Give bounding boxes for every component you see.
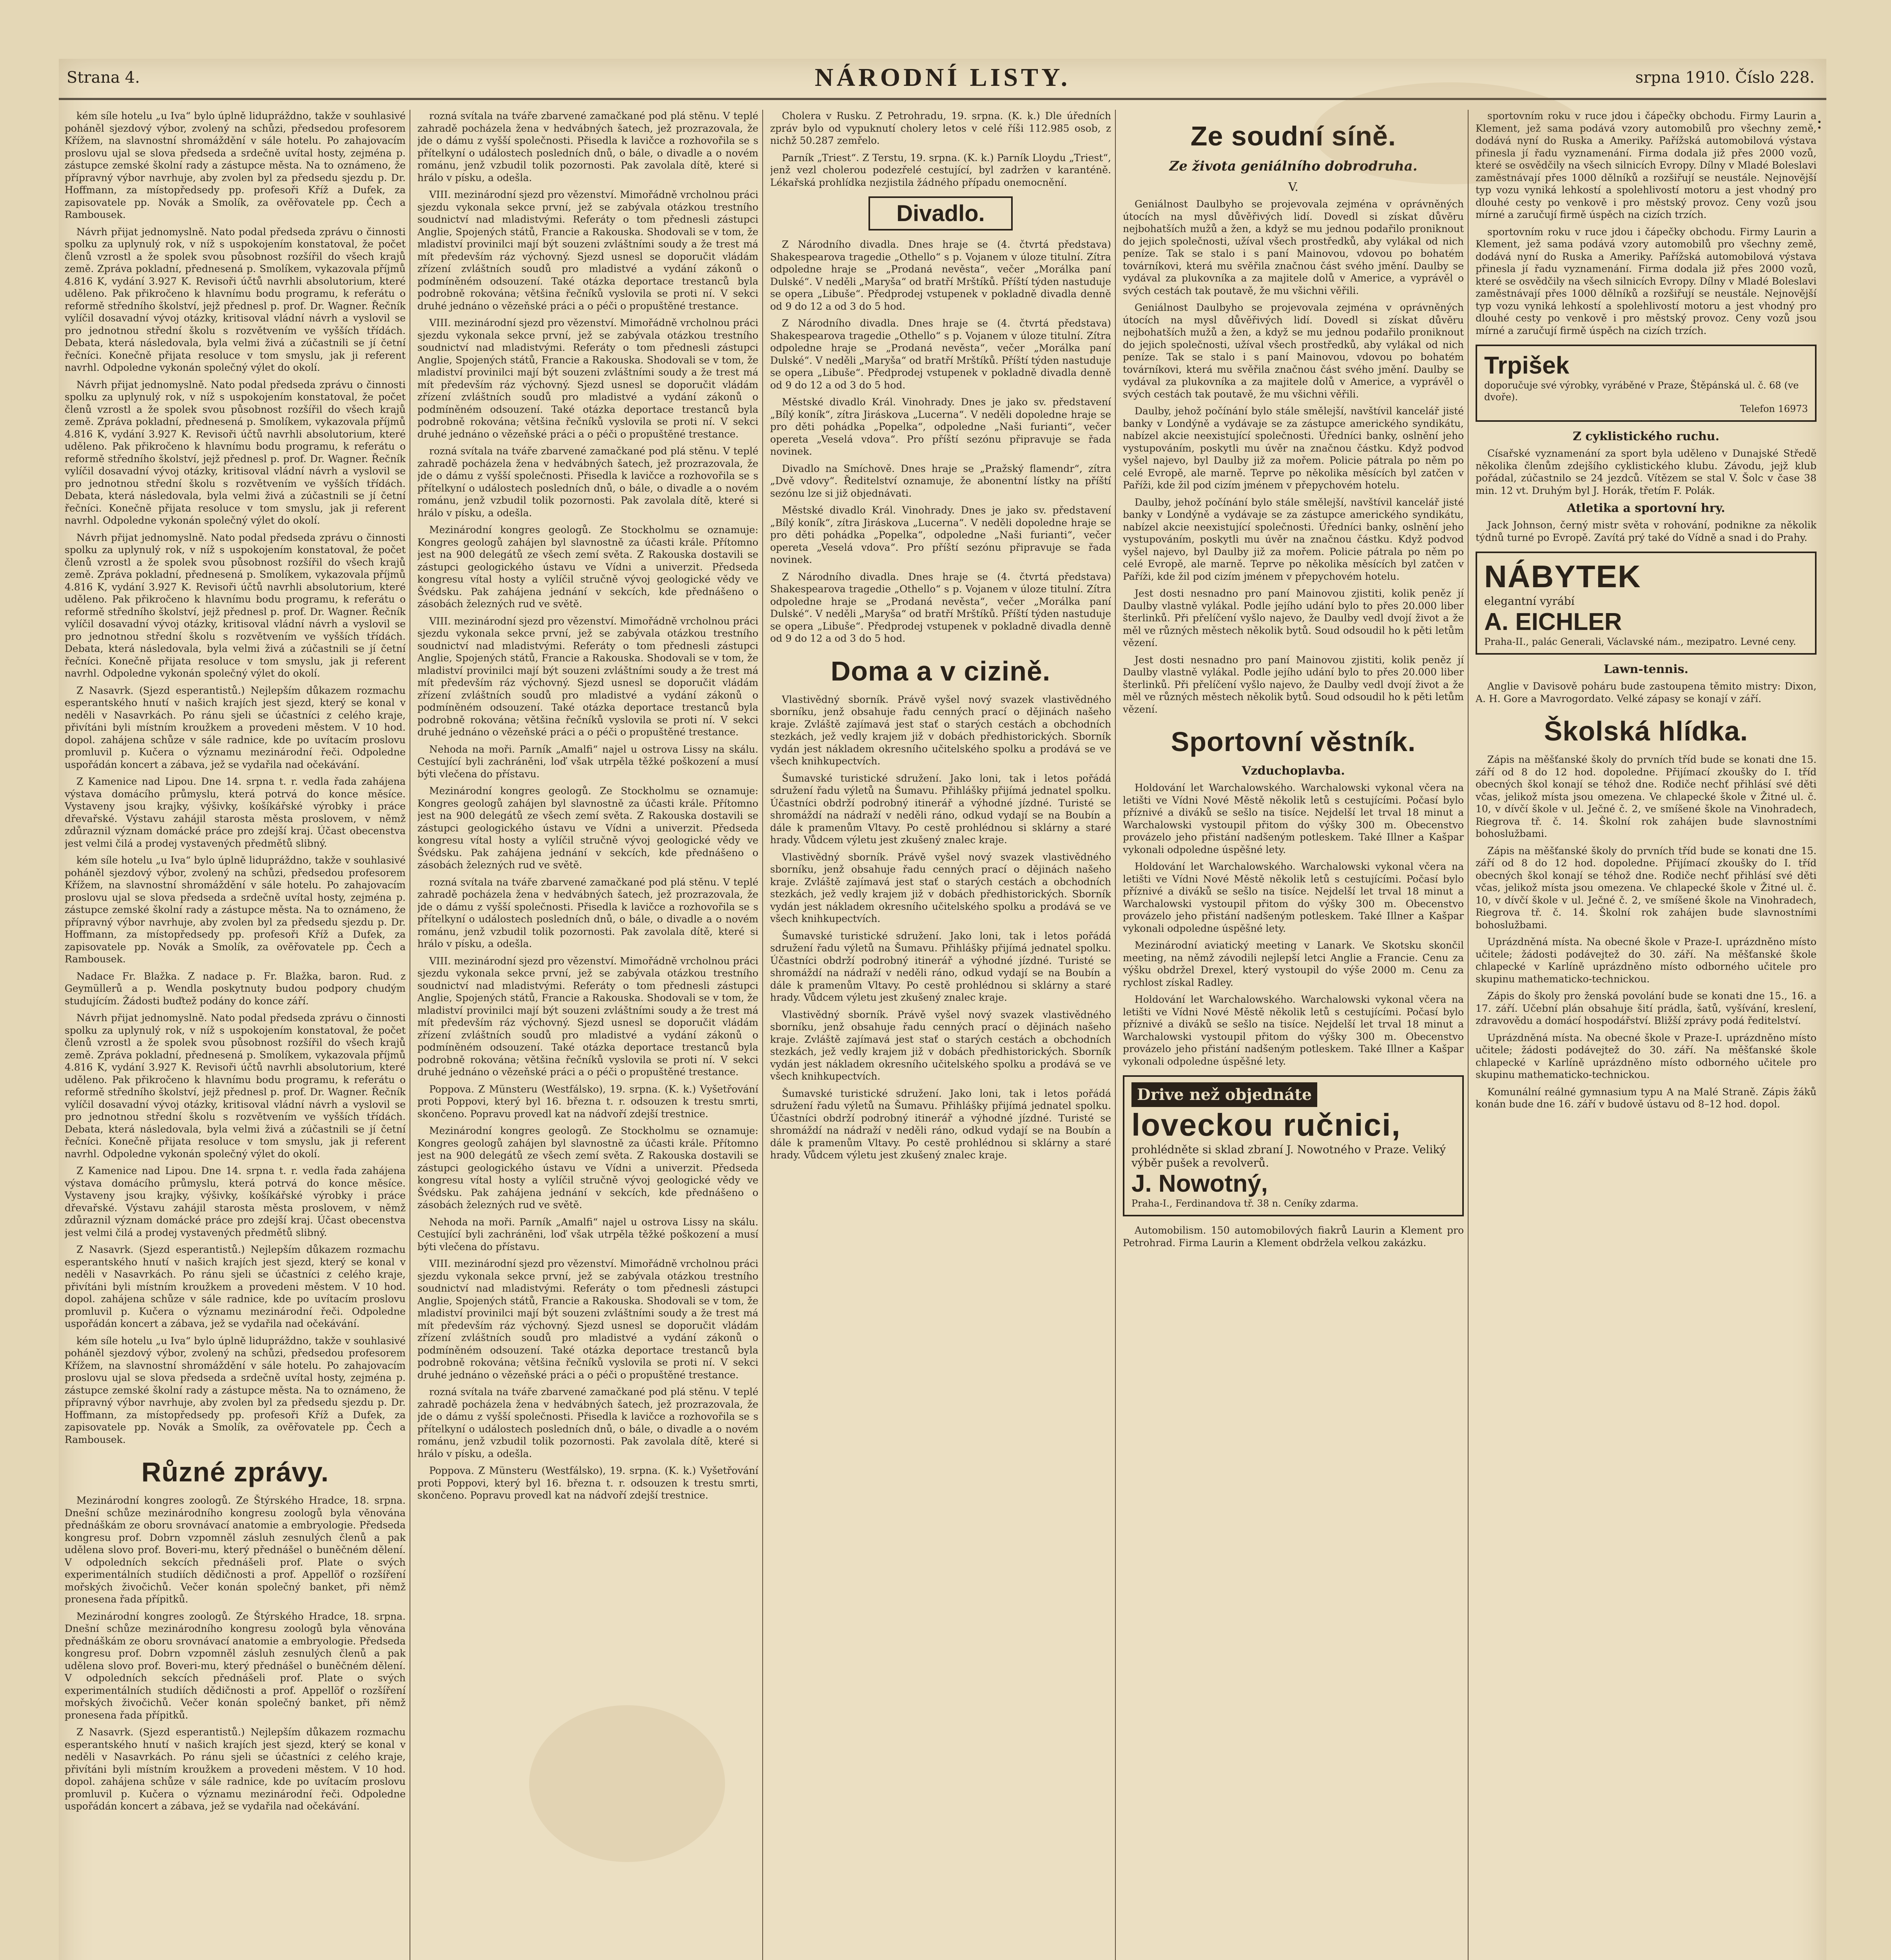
article-text: Daulby, jehož počínání bylo stále smělejší, navštívil kancelář jisté banky v Londýně a vydávaje se za zástupce amerického syndikátu, nabízel akcie neexistující společnosti. Úředníci banky, oslnění jeho vystupováním, poskytli mu úvěr na značnou částku. Když podvod vyšel najevo, byl Daulby již za mořem. Policie pátrala po něm po celé Evropě, ale marně. Teprve po několika měsících byl zatčen v Paříži, kde žil pod cizím jménem v přepychovém hotelu. [1123,405,1464,491]
column-4 [1123,110,1464,1960]
ad-firm: J. Nowotný, [1131,1170,1268,1197]
article-text: Mezinárodní kongres zoologů. Ze Štýrského Hradce, 18. srpna. Dnešní schůze mezinárodního kongresu zoologů byla věnována přednáškám ze oboru srovnávací anatomie a embryologie. Předseda kongresu prof. Dobrn vzpomněl zásluh zesnulých členů a pak udělena slovo prof. Boveri-mu, který přednášel o buněčném dělení. V odpoledních sekcích přednášeli prof. Plate o svých experimentálních studiích dědičnosti a prof. Appellöf o rozšíření mořských živočichů. Večer konán společný banket, při němž pronesena řada přípitků. [65,1610,406,1721]
article-text: Z Národního divadla. Dnes hraje se (4. čtvrtá představa) Shakespearova tragedie „Othello“ s p. Vojanem v úloze titulní. Zítra odpoledne hraje se „Prodaná nevěsta“, večer „Morálka paní Dulské“. V neděli „Maryša“ od bratří Mrštíků. Příští týden nastuduje se opera „Libuše“. Předprodej vstupenek v pokladně divadla denně od 9 do 12 a od 3 do 5 hod. [770,571,1111,644]
article-text: Nadace Fr. Blažka. Z nadace p. Fr. Blažka, baron. Rud. z Geymüllerů a p. Wendla poskytnuty budou podpory chudým studujícím. Žádosti buďtež podány do konce září. [65,970,406,1007]
column-2 [417,110,758,1960]
article-text: Mezinárodní kongres geologů. Ze Stockholmu se oznamuje: Kongres geologů zahájen byl slavnostně za účasti krále. Přítomno jest na 900 delegátů ze všech zemí světa. Z Rakouska dostavili se zástupci geologického ústavu ve Vídni a univerzit. Předseda kongresu vítal hosty a vylíčil stručně vývoj geologické vědy ve Švédsku. Pak zahájena jednání v sekcích, kde přednášeno o zásobách železných rud ve světě. [417,1125,758,1210]
page-number: Strana 4. [67,69,140,87]
gun-advertisement [1123,1075,1464,1216]
article-text: Vlastivědný sborník. Právě vyšel nový svazek vlastivědného sborníku, jenž obsahuje řadu cenných prací o dějinách našeho kraje. Zvláště zajímavá jest stať o starých cestách a obchodních stezkách, jež vedly krajem již v dobách předhistorických. Sborník vydán jest nákladem okresního učitelského spolku a prodává se ve všech knihkupectvích. [770,1009,1111,1082]
article-text: Návrh přijat jednomyslně. Nato podal předseda zprávu o činnosti spolku za uplynulý rok, v níž s uspokojením konstatoval, že počet členů vzrostl a že spolek svou působnost rozšířil do všech krajů země. Zpráva pokladní, přednesená p. Smolíkem, vykazovala příjmů 4.816 K, vydání 3.927 K. Revisoři účtů navrhli absolutorium, které uděleno. Pak přikročeno k hlavnímu bodu programu, k referátu o reformě středního školství, jejž přednesl p. prof. Dr. Wagner. Řečník vylíčil dosavadní vývoj otázky, kritisoval vládní návrh a vyslovil se pro jednotnou střední školu s rozvětvením ve vyšších třídách. Debata, která následovala, byla velmi živá a zúčastnili se jí četní řečníci. Konečně přijata resoluce v tom smyslu, jak ji referent navrhl. Odpoledne vykonán společný výlet do okolí. [65,226,406,373]
article-text: Návrh přijat jednomyslně. Nato podal předseda zprávu o činnosti spolku za uplynulý rok, v níž s uspokojením konstatoval, že počet členů vzrostl a že spolek svou působnost rozšířil do všech krajů země. Zpráva pokladní, přednesená p. Smolíkem, vykazovala příjmů 4.816 K, vydání 3.927 K. Revisoři účtů navrhli absolutorium, které uděleno. Pak přikročeno k hlavnímu bodu programu, k referátu o reformě středního školství, jejž přednesl p. prof. Dr. Wagner. Řečník vylíčil dosavadní vývoj otázky, kritisoval vládní návrh a vyslovil se pro jednotnou střední školu s rozvětvením ve vyšších třídách. Debata, která následovala, byla velmi živá a zúčastnili se jí četní řečníci. Konečně přijata resoluce v tom smyslu, jak ji referent navrhl. Odpoledne vykonán společný výlet do okolí. [65,532,406,679]
article-text: Holdování let Warchalowského. Warchalowski vykonal včera na letišti ve Vídni Nové Městě několik letů s cestujícími. Počasí bylo příznivé a diváků se sešlo na tisíce. Nejdelší let trval 18 minut a Warchalowski vystoupil přitom do výšky 300 m. Obecenstvo provázelo jeho přistání nadšeným potleskem. Také Illner a Kašpar vykonali odpoledne úspěšné lety. [1123,861,1464,934]
section-title: Různé zprávy. [141,1457,329,1487]
page-header [59,59,1826,100]
article-text: rozná svítala na tváře zbarvené zamačkané pod plá stěnu. V teplé zahradě pocházela žena v hedvábných šatech, jež prozrazovala, že jde o dámu z vyšší společnosti. Přisedla k lavičce a rozhovořila se s přítelkyní o událostech posledních dnů, o bále, o divadle a o novém románu, jenž vzbudil tolik pozornosti. Pak zavolala dítě, které si hrálo v písku, a odešla. [417,876,758,949]
article-text: Z Kamenice nad Lipou. Dne 14. srpna t. r. vedla řada zahájena výstava domácího průmyslu, která potrvá do konce měsíce. Vystaveny jsou krajky, výšivky, košíkářské výrobky i práce dřevařské. Výstavu zahájil starosta města proslovem, v němž zdůraznil význam domácké práce pro zdejší kraj. Účast obecenstva jest velmi čilá a prodej vystavených předmětů slibný. [65,776,406,849]
article-text: Nehoda na moři. Parník „Amalfi“ najel u ostrova Lissy na skálu. Cestující byli zachráněni, loď však utrpěla těžké poškození a musí býti vlečena do přístavu. [417,1216,758,1252]
ad-address: Praha-II., palác Generali, Václavské nám., mezipatro. Levné ceny. [1484,636,1796,647]
article-text: Mezinárodní kongres geologů. Ze Stockholmu se oznamuje: Kongres geologů zahájen byl slavnostně za účasti krále. Přítomno jest na 900 delegátů ze všech zemí světa. Z Rakouska dostavili se zástupci geologického ústavu ve Vídni a univerzit. Předseda kongresu vítal hosty a vylíčil stručně vývoj geologické vědy ve Švédsku. Pak zahájena jednání v sekcích, kde přednášeno o zásobách železných rud ve světě. [417,785,758,871]
article-text: VIII. mezinárodní sjezd pro vězenství. Mimořádně vrcholnou práci sjezdu vykonala sekce první, jež se zabývala otázkou trestního soudnictví nad mladistvými. Referáty o tom přednesli zástupci Anglie, Spojených států, Francie a Rakouska. Shodovali se v tom, že mladiství provinilci mají být souzeni zvláštními soudy a že trest má mít především ráz výchovný. Sjezd usnesl se doporučit vládám zřízení zvláštních soudů pro mladistvé a vydání zákonů o podmíněném odsouzení. Také otázka deportace trestanců byla podrobně rokována; většina řečníků vyslovila se proti ní. V sekci druhé jednáno o vězeňské práci a o péči o propuštěné trestance. [417,615,758,738]
article-text: kém síle hotelu „u Iva“ bylo úplně lidupráždno, takže v souhlasivé poháněl sjezdový výbor, zvolený na schůzi, předsedou profesorem Křížem, na slavnostní shromáždění v sále hotelu. Po zahajovacím proslovu ujal se slova předseda a srdečně uvítal hosty, zejména p. zástupce zemské školní rady a zástupce města. Na to oznámeno, že přípravný výbor navrhuje, aby zvolen byl za předsedu sjezdu p. Dr. Hoffmann, za místopředsedy pp. profesoři Kříž a Dufek, za zapisovatele pp. Novák a Smolík, za ověřovatele pp. Čech a Rambousek. [65,1335,406,1445]
article-text: VIII. mezinárodní sjezd pro vězenství. Mimořádně vrcholnou práci sjezdu vykonala sekce první, jež se zabývala otázkou trestního soudnictví nad mladistvými. Referáty o tom přednesli zástupci Anglie, Spojených států, Francie a Rakouska. Shodovali se v tom, že mladiství provinilci mají být souzeni zvláštními soudy a že trest má mít především ráz výchovný. Sjezd usnesl se doporučit vládám zřízení zvláštních soudů pro mladistvé a vydání zákonů o podmíněném odsouzení. Také otázka deportace trestanců byla podrobně rokována; většina řečníků vyslovila se proti ní. V sekci druhé jednáno o vězeňské práci a o péči o propuštěné trestance. [417,1258,758,1381]
column-3 [770,110,1111,1960]
article-text: Šumavské turistické sdružení. Jako loni, tak i letos pořádá sdružení řadu výletů na Šumavu. Přihlášky přijímá jednatel spolku. Účastníci obdrží podrobný itinerář a výhodné jízdné. Turisté se shromáždí na nádraží v neděli ráno, odkud vydají se na Boubín a dále k pramenům Vltavy. Po cestě prohlédnou si sklárny a staré hrady. Vůdcem výletu jest zkušený znalec kraje. [770,772,1111,846]
ad-firm: A. EICHLER [1484,608,1622,635]
article-text: Mezinárodní kongres zoologů. Ze Štýrského Hradce, 18. srpna. Dnešní schůze mezinárodního kongresu zoologů byla věnována přednáškám ze oboru srovnávací anatomie a embryologie. Předseda kongresu prof. Dobrn vzpomněl zásluh zesnulých členů a pak udělena slovo prof. Boveri-mu, který přednášel o buněčném dělení. V odpoledních sekcích přednášeli prof. Plate o svých experimentálních studiích dědičnosti a prof. Appellöf o rozšíření mořských živočichů. Večer konán společný banket, při němž pronesena řada přípitků. [65,1495,406,1605]
ad-text: prohlédněte si sklad zbraní J. Nowotného v Praze. Veliký výběr pušek a revolverů. [1131,1143,1446,1169]
subsection-heading: Atletika a sportovní hry. [1567,501,1725,515]
article-text: Jack Johnson, černý mistr světa v rohování, podnikne za několik týdnů turné po Evropě. Zavítá prý také do Vídně a snad i do Prahy. [1476,519,1817,543]
article-text: kém síle hotelu „u Iva“ bylo úplně lidupráždno, takže v souhlasivé poháněl sjezdový výbor, zvolený na schůzi, předsedou profesorem Křížem, na slavnostní shromáždění v sále hotelu. Po zahajovacím proslovu ujal se slova předseda a srdečně uvítal hosty, zejména p. zástupce zemské školní rady a zástupce města. Na to oznámeno, že přípravný výbor navrhuje, aby zvolen byl za předsedu sjezdu p. Dr. Hoffmann, za místopředsedy pp. profesoři Kříž a Dufek, za zapisovatele pp. Novák a Smolík, za ověřovatele pp. Čech a Rambousek. [65,855,406,965]
article-text: Holdování let Warchalowského. Warchalowski vykonal včera na letišti ve Vídni Nové Městě několik letů s cestujícími. Počasí bylo příznivé a diváků se sešlo na tisíce. Nejdelší let trval 18 minut a Warchalowski vystoupil přitom do výšky 300 m. Obecenstvo provázelo jeho přistání nadšeným potleskem. Také Illner a Kašpar vykonali odpoledne úspěšné lety. [1123,782,1464,855]
article-text: Šumavské turistické sdružení. Jako loni, tak i letos pořádá sdružení řadu výletů na Šumavu. Přihlášky přijímá jednatel spolku. Účastníci obdrží podrobný itinerář a výhodné jízdné. Turisté se shromáždí na nádraží v neděli ráno, odkud vydají se na Boubín a dále k pramenům Vltavy. Po cestě prohlédnou si sklárny a staré hrady. Vůdcem výletu jest zkušený znalec kraje. [770,1087,1111,1161]
article-text: Nehoda na moři. Parník „Amalfi“ najel u ostrova Lissy na skálu. Cestující byli zachráněni, loď však utrpěla těžké poškození a musí býti vlečena do přístavu. [417,743,758,780]
article-text: Holdování let Warchalowského. Warchalowski vykonal včera na letišti ve Vídni Nové Městě několik letů s cestujícími. Počasí bylo příznivé a diváků se sešlo na tisíce. Nejdelší let trval 18 minut a Warchalowski vystoupil přitom do výšky 300 m. Obecenstvo provázelo jeho přistání nadšeným potleskem. Také Illner a Kašpar vykonali odpoledne úspěšné lety. [1123,994,1464,1067]
paper-stain [529,1705,725,1862]
article-text: Zápis na měšťanské školy do prvních tříd bude se konati dne 15. září od 8 do 12 hod. dopoledne. Přijímací zkoušky do I. tříd obecných škol konají se téhož dne. Rodiče nechť přihlásí své děti včas, jelikož místa jsou omezena. Ve chlapecké škole v Žitné ul. č. 10, v dívčí škole v ul. Ječné č. 2, ve smíšené škole na Vinohradech, Riegrova tř. č. 14. Školní rok zahájen bude slavnostními bohoslužbami. [1476,845,1817,931]
subsection-heading: Z cyklistického ruchu. [1572,430,1720,443]
article-text: Z Nasavrk. (Sjezd esperantistů.) Nejlepším důkazem rozmachu esperantského hnutí v našich krajích jest sjezd, který se konal v neděli v Nasavrkách. Po ránu sjeli se účastníci z celého kraje, přivítáni byli místním kroužkem a provedeni městem. V 10 hod. dopol. zahájena schůze v sále radnice, kde po uvítacím proslovu promluvil p. Kučera o významu mezinárodní řeči. Odpoledne uspořádán koncert a zábava, jež se vydařila nad očekávání. [65,1244,406,1329]
article-text: Z Kamenice nad Lipou. Dne 14. srpna t. r. vedla řada zahájena výstava domácího průmyslu, která potrvá do konce měsíce. Vystaveny jsou krajky, výšivky, košíkářské výrobky i práce dřevařské. Výstavu zahájil starosta města proslovem, v němž zdůraznil význam domácké práce pro zdejší kraj. Účast obecenstva jest velmi čilá a prodej vystavených předmětů slibný. [65,1165,406,1238]
article-text: Poppova. Z Münsteru (Westfálsko), 19. srpna. (K. k.) Vyšetřování proti Poppovi, který byl 16. března t. r. odsouzen k trestu smrti, skončeno. Popravu provedl kat na nádvoří zdejší trestnice. [417,1083,758,1120]
section-title: Doma a v cizině. [830,655,1051,686]
article-text: Parník „Triest“. Z Terstu, 19. srpna. (K. k.) Parník Lloydu „Triest“, jenž vezl cholerou podezřelé cestující, byl zadržen v karanténě. Lékařská prohlídka nezjistila žádného případu onemocnění. [770,152,1111,188]
article-text: Vlastivědný sborník. Právě vyšel nový svazek vlastivědného sborníku, jenž obsahuje řadu cenných prací o dějinách našeho kraje. Zvláště zajímavá jest stať o starých cestách a obchodních stezkách, jež vedly krajem již v dobách předhistorických. Sborník vydán jest nákladem okresního učitelského spolku a prodává se ve všech knihkupectvích. [770,851,1111,924]
subsection-heading: Vzduchoplavba. [1242,764,1345,778]
article-text: Geniálnost Daulbyho se projevovala zejména v oprávněných útocích na mysl důvěřivých lidí. Dovedl si získat důvěru nejbohatších mužů a žen, a když se mu jednou podařilo proniknout do jejich společnosti, užíval všech prostředků, aby vylákal od nich peníze. Tak se stalo i s paní Mainovou, vdovou po bohatém továrníkovi, která mu svěřila značnou část svého jmění. Daulby se vydával za plukovníka a za majitele dolů v Americe, a vyprávěl o svých cestách tak poutavě, že mu všichni věřili. [1123,302,1464,400]
article-text: Městské divadlo Král. Vinohrady. Dnes je jako sv. představení „Bílý koník“, zítra Jiráskova „Lucerna“. V neděli dopoledne hraje se pro děti pohádka „Popelka“, odpoledne „Naši furianti“, večer opereta „Veselá vdova“. Pro příští sezónu připravuje se řada novinek. [770,505,1111,565]
article-text: Komunální reálné gymnasium typu A na Malé Straně. Zápis žáků konán bude dne 16. září v budově ústavu od 8–12 hod. dopol. [1476,1086,1817,1110]
article-text: Divadlo na Smíchově. Dnes hraje se „Pražský flamendr“, zítra „Dvě vdovy“. Ředitelství oznamuje, že abonentní lístky na příští sezónu lze si již objednávati. [770,463,1111,499]
ad-preamble: elegantní vyrábí [1484,595,1575,608]
article-text: Geniálnost Daulbyho se projevovala zejména v oprávněných útocích na mysl důvěřivých lidí. Dovedl si získat důvěru nejbohatších mužů a žen, a když se mu jednou podařilo proniknout do jejich společnosti, užíval všech prostředků, aby vylákal od nich peníze. Tak se stalo i s paní Mainovou, vdovou po bohatém továrníkovi, která mu svěřila značnou část svého jmění. Daulby se vydával za plukovníka a za majitele dolů v Americe, a vyprávěl o svých cestách tak poutavě, že mu všichni věřili. [1123,198,1464,296]
article-text: Z Národního divadla. Dnes hraje se (4. čtvrtá představa) Shakespearova tragedie „Othello“ s p. Vojanem v úloze titulní. Zítra odpoledne hraje se „Prodaná nevěsta“, večer „Morálka paní Dulské“. V neděli „Maryša“ od bratří Mrštíků. Příští týden nastuduje se opera „Libuše“. Předprodej vstupenek v pokladně divadla denně od 9 do 12 a od 3 do 5 hod. [770,318,1111,391]
column-1 [65,110,406,1960]
article-text: Poppova. Z Münsteru (Westfálsko), 19. srpna. (K. k.) Vyšetřování proti Poppovi, který byl 16. března t. r. odsouzen k trestu smrti, skončeno. Popravu provedl kat na nádvoří zdejší trestnice. [417,1465,758,1501]
article-subtitle: Ze života geniálního dobrodruha. [1169,158,1418,174]
article-text: VIII. mezinárodní sjezd pro vězenství. Mimořádně vrcholnou práci sjezdu vykonala sekce první, jež se zabývala otázkou trestního soudnictví nad mladistvými. Referáty o tom přednesli zástupci Anglie, Spojených států, Francie a Rakouska. Shodovali se v tom, že mladiství provinilci mají být souzeni zvláštními soudy a že trest má mít především ráz výchovný. Sjezd usnesl se doporučit vládám zřízení zvláštních soudů pro mladistvé a vydání zákonů o podmíněném odsouzení. Také otázka deportace trestanců byla podrobně rokována; většina řečníků vyslovila se proti ní. V sekci druhé jednáno o vězeňské práci a o péči o propuštěné trestance. [417,955,758,1078]
article-text: Cholera v Rusku. Z Petrohradu, 19. srpna. (K. k.) Dle úředních zpráv bylo od vypuknutí cholery letos v celé říši 112.985 osob, z nichž 50.287 zemřelo. [770,110,1111,146]
article-text: Uprázdněná místa. Na obecné škole v Praze-I. uprázdněno místo učitele; žádosti podávejtež do 30. září. Na měšťanské škole chlapecké v Karlíně uprázdněno místo odborného učitele pro skupinu mathematicko-technickou. [1476,1032,1817,1080]
article-text: Jest dosti nesnadno pro paní Mainovou zjistiti, kolik peněz jí Daulby vlastně vylákal. Podle jejího udání bylo to přes 20.000 liber šterlinků. Při přelíčení vyšlo najevo, že Daulby vedl dvojí život a že měl ve různých městech několik bytů. Soud odsoudil ho k pěti letům vězení. [1123,588,1464,648]
column-rule [1115,110,1116,1960]
article-text: Zápis na měšťanské školy do prvních tříd bude se konati dne 15. září od 8 do 12 hod. dopoledne. Přijímací zkoušky do I. tříd obecných škol konají se téhož dne. Rodiče nechť přihlásí své děti včas, jelikož místa jsou omezena. Ve chlapecké škole v Žitné ul. č. 10, v dívčí škole v ul. Ječné č. 2, ve smíšené škole na Vinohradech, Riegrova tř. č. 14. Školní rok zahájen bude slavnostními bohoslužbami. [1476,754,1817,839]
paper-stain [1313,82,1587,184]
article-text: kém síle hotelu „u Iva“ bylo úplně lidupráždno, takže v souhlasivé poháněl sjezdový výbor, zvolený na schůzi, předsedou profesorem Křížem, na slavnostní shromáždění v sále hotelu. Po zahajovacím proslovu ujal se slova předseda a srdečně uvítal hosty, zejména p. zástupce zemské školní rady a zástupce města. Na to oznámeno, že přípravný výbor navrhuje, aby zvolen byl za předsedu sjezdu p. Dr. Hoffmann, za místopředsedy pp. profesoři Kříž a Dufek, za zapisovatele pp. Novák a Smolík, za ověřovatele pp. Čech a Rambousek. [65,110,406,220]
issue-date: srpna 1910. Číslo 228. [1635,69,1815,87]
article-text: Anglie v Davisově poháru bude zastoupena těmito mistry: Dixon, A. H. Gore a Mavrogordato. Velké zápasy se konají v září. [1476,681,1817,704]
article-text: Císařské vyznamenání za sport byla uděleno v Dunajské Středě několika členům zdejšího cyklistického klubu. Závodu, jejž klub pořádal, zúčastnilo se 24 jezdců. Vítězem se stal V. Šolc v čase 38 min. 12 vt. Druhým byl J. Horák, třetím F. Polák. [1476,448,1817,496]
article-text: Automobilism. 150 automobilových fiakrů Laurin a Klement pro Petrohrad. Firma Laurin a Klement obdržela velkou zakázku. [1123,1225,1464,1249]
article-text: Uprázdněná místa. Na obecné škole v Praze-I. uprázdněno místo učitele; žádosti podávejtež do 30. září. Na měšťanské škole chlapecké v Karlíně uprázdněno místo odborného učitele pro skupinu mathematicko-technickou. [1476,936,1817,985]
article-text: sportovním roku v ruce jdou i čápečky obchodu. Firmy Laurin a Klement, jež sama podává vzory automobilů pro všechny země, dodává nyní do Ruska a Ameriky. Pařížská automobilová výstava přinesla jí řadu vyznamenání. Firma dodala již přes 2000 vozů, které se osvědčily na všech silnicích Evropy. Dílny v Mladé Boleslavi zaměstnávají přes 1000 dělníků a rozšiřují se neustále. Nejnovější typ vozu vyniká lehkostí a spolehlivostí motoru a jest vhodný pro dlouhé cesty po venkově i pro městský provoz. Ceny vozů jsou mírné a zaručují firmě úspěch na cizích trzích. [1476,110,1817,220]
article-text: Městské divadlo Král. Vinohrady. Dnes je jako sv. představení „Bílý koník“, zítra Jiráskova „Lucerna“. V neděli dopoledne hraje se pro děti pohádka „Popelka“, odpoledne „Naši furianti“, večer opereta „Veselá vdova“. Pro příští sezónu připravuje se řada novinek. [770,396,1111,457]
ad-phone: Telefon 16973 [1740,403,1808,414]
article-text: Mezinárodní aviatický meeting v Lanark. Ve Skotsku skončil meeting, na němž závodili nejlepší letci Anglie a Francie. Cenu za výšku obdržel Drexel, který vystoupil do výše 2000 m. Cenu za rychlost získal Radley. [1123,940,1464,988]
article-text: Z Nasavrk. (Sjezd esperantistů.) Nejlepším důkazem rozmachu esperantského hnutí v našich krajích jest sjezd, který se konal v neděli v Nasavrkách. Po ránu sjeli se účastníci z celého kraje, přivítáni byli místním kroužkem a provedeni městem. V 10 hod. dopol. zahájena schůze v sále radnice, kde po uvítacím proslovu promluvil p. Kučera o významu mezinárodní řeči. Odpoledne uspořádán koncert a zábava, jež se vydařila nad očekávání. [65,1726,406,1812]
article-text: Návrh přijat jednomyslně. Nato podal předseda zprávu o činnosti spolku za uplynulý rok, v níž s uspokojením konstatoval, že počet členů vzrostl a že spolek svou působnost rozšířil do všech krajů země. Zpráva pokladní, přednesená p. Smolíkem, vykazovala příjmů 4.816 K, vydání 3.927 K. Revisoři účtů navrhli absolutorium, které uděleno. Pak přikročeno k hlavnímu bodu programu, k referátu o reformě středního školství, jejž přednesl p. prof. Dr. Wagner. Řečník vylíčil dosavadní vývoj otázky, kritisoval vládní návrh a vyslovil se pro jednotnou střední školu s rozvětvením ve vyšších třídách. Debata, která následovala, byla velmi živá a zúčastnili se jí četní řečníci. Konečně přijata resoluce v tom smyslu, jak ji referent navrhl. Odpoledne vykonán společný výlet do okolí. [65,379,406,526]
article-text: VIII. mezinárodní sjezd pro vězenství. Mimořádně vrcholnou práci sjezdu vykonala sekce první, jež se zabývala otázkou trestního soudnictví nad mladistvými. Referáty o tom přednesli zástupci Anglie, Spojených států, Francie a Rakouska. Shodovali se v tom, že mladiství provinilci mají být souzeni zvláštními soudy a že trest má mít především ráz výchovný. Sjezd usnesl se doporučit vládám zřízení zvláštních soudů pro mladistvé a vydání zákonů o podmíněném odsouzení. Také otázka deportace trestanců byla podrobně rokována; většina řečníků vyslovila se proti ní. V sekci druhé jednáno o vězeňské práci a o péči o propuštěné trestance. [417,189,758,312]
article-text: Z Národního divadla. Dnes hraje se (4. čtvrtá představa) Shakespearova tragedie „Othello“ s p. Vojanem v úloze titulní. Zítra odpoledne hraje se „Prodaná nevěsta“, večer „Morálka paní Dulské“. V neděli „Maryša“ od bratří Mrštíků. Příští týden nastuduje se opera „Libuše“. Předprodej vstupenek v pokladně divadla denně od 9 do 12 a od 3 do 5 hod. [770,239,1111,312]
section-title: Divadlo. [868,196,1013,230]
ad-text: doporučuje své výrobky, vyráběné v Praze, Štěpánská ul. č. 68 (ve dvoře). [1484,380,1799,403]
chapter-number: V. [1288,180,1298,194]
column-5 [1476,110,1817,1960]
ad-preamble: Drive než objednáte [1131,1082,1317,1107]
section-title: Ze soudní síně. [1190,121,1396,151]
article-text: Jest dosti nesnadno pro paní Mainovou zjistiti, kolik peněz jí Daulby vlastně vylákal. Podle jejího udání bylo to přes 20.000 liber šterlinků. Při přelíčení vyšlo najevo, že Daulby vedl dvojí život a že měl ve různých městech několik bytů. Soud odsoudil ho k pěti letům vězení. [1123,654,1464,715]
article-text: Vlastivědný sborník. Právě vyšel nový svazek vlastivědného sborníku, jenž obsahuje řadu cenných prací o dějinách našeho kraje. Zvláště zajímavá jest stať o starých cestách a obchodních stezkách, jež vedly krajem již v dobách předhistorických. Sborník vydán jest nákladem okresního učitelského spolku a prodává se ve všech knihkupectvích. [770,693,1111,767]
masthead-title: NÁRODNÍ LISTY. [814,63,1071,92]
ad-firm: Trpišek [1484,352,1570,379]
furniture-advertisement [1476,552,1817,655]
article-text: rozná svítala na tváře zbarvené zamačkané pod plá stěnu. V teplé zahradě pocházela žena v hedvábných šatech, jež prozrazovala, že jde o dámu z vyšší společnosti. Přisedla k lavičce a rozhovořila se s přítelkyní o událostech posledních dnů, o bále, o divadle a o novém románu, jenž vzbudil tolik pozornosti. Pak zavolala dítě, které si hrálo v písku, a odešla. [417,110,758,183]
article-text: Mezinárodní kongres geologů. Ze Stockholmu se oznamuje: Kongres geologů zahájen byl slavnostně za účasti krále. Přítomno jest na 900 delegátů ze všech zemí světa. Z Rakouska dostavili se zástupci geologického ústavu ve Vídni a univerzit. Předseda kongresu vítal hosty a vylíčil stručně vývoj geologické vědy ve Švédsku. Pak zahájena jednání v sekcích, kde přednášeno o zásobách železných rud ve světě. [417,524,758,610]
article-text: Zápis do školy pro ženská povolání bude se konati dne 15., 16. a 17. září. Učební plán obsahuje šití prádla, šatů, vyšívání, kreslení, zdravovědu a domácí hospodářství. Bližší zprávy podá ředitelství. [1476,990,1817,1026]
article-text: VIII. mezinárodní sjezd pro vězenství. Mimořádně vrcholnou práci sjezdu vykonala sekce první, jež se zabývala otázkou trestního soudnictví nad mladistvými. Referáty o tom přednesli zástupci Anglie, Spojených států, Francie a Rakouska. Shodovali se v tom, že mladiství provinilci mají být souzeni zvláštními soudy a že trest má mít především ráz výchovný. Sjezd usnesl se doporučit vládám zřízení zvláštních soudů pro mladistvé a vydání zákonů o podmíněném odsouzení. Také otázka deportace trestanců byla podrobně rokována; většina řečníků vyslovila se proti ní. V sekci druhé jednáno o vězeňské práci a o péči o propuštěné trestance. [417,317,758,440]
column-rule [762,110,763,1960]
column-rule [1468,110,1469,1960]
subsection-heading: Lawn-tennis. [1604,662,1688,676]
article-text: Šumavské turistické sdružení. Jako loni, tak i letos pořádá sdružení řadu výletů na Šumavu. Přihlášky přijímá jednatel spolku. Účastníci obdrží podrobný itinerář a výhodné jízdné. Turisté se shromáždí na nádraží v neděli ráno, odkud vydají se na Boubín a dále k pramenům Vltavy. Po cestě prohlédnou si sklárny a staré hrady. Vůdcem výletu jest zkušený znalec kraje. [770,930,1111,1003]
article-text: rozná svítala na tváře zbarvené zamačkané pod plá stěnu. V teplé zahradě pocházela žena v hedvábných šatech, jež prozrazovala, že jde o dámu z vyšší společnosti. Přisedla k lavičce a rozhovořila se s přítelkyní o událostech posledních dnů, o bále, o divadle a o novém románu, jenž vzbudil tolik pozornosti. Pak zavolala dítě, které si hrálo v písku, a odešla. [417,445,758,519]
trpisek-advertisement [1476,345,1817,422]
page-edge-mark: : [1816,112,1822,133]
article-text: rozná svítala na tváře zbarvené zamačkané pod plá stěnu. V teplé zahradě pocházela žena v hedvábných šatech, jež prozrazovala, že jde o dámu z vyšší společnosti. Přisedla k lavičce a rozhovořila se s přítelkyní o událostech posledních dnů, o bále, o divadle a o novém románu, jenž vzbudil tolik pozornosti. Pak zavolala dítě, které si hrálo v písku, a odešla. [417,1386,758,1459]
section-title: Sportovní věstník. [1171,726,1416,757]
article-text: Návrh přijat jednomyslně. Nato podal předseda zprávu o činnosti spolku za uplynulý rok, v níž s uspokojením konstatoval, že počet členů vzrostl a že spolek svou působnost rozšířil do všech krajů země. Zpráva pokladní, přednesená p. Smolíkem, vykazovala příjmů 4.816 K, vydání 3.927 K. Revisoři účtů navrhli absolutorium, které uděleno. Pak přikročeno k hlavnímu bodu programu, k referátu o reformě středního školství, jejž přednesl p. prof. Dr. Wagner. Řečník vylíčil dosavadní vývoj otázky, kritisoval vládní návrh a vyslovil se pro jednotnou střední školu s rozvětvením ve vyšších třídách. Debata, která následovala, byla velmi živá a zúčastnili se jí četní řečníci. Konečně přijata resoluce v tom smyslu, jak ji referent navrhl. Odpoledne vykonán společný výlet do okolí. [65,1012,406,1160]
section-title: Školská hlídka. [1544,716,1748,746]
ad-address: Praha-I., Ferdinandova tř. 38 n. Ceníky zdarma. [1131,1198,1359,1209]
ad-headline: loveckou ručnici, [1131,1107,1401,1142]
article-text: Daulby, jehož počínání bylo stále smělejší, navštívil kancelář jisté banky v Londýně a vydávaje se za zástupce amerického syndikátu, nabízel akcie neexistující společnosti. Úředníci banky, oslnění jeho vystupováním, poskytli mu úvěr na značnou částku. Když podvod vyšel najevo, byl Daulby již za mořem. Policie pátrala po něm po celé Evropě, ale marně. Teprve po několika měsících byl zatčen v Paříži, kde žil pod cizím jménem v přepychovém hotelu. [1123,496,1464,582]
ad-headline: NÁBYTEK [1484,559,1641,594]
article-text: Z Nasavrk. (Sjezd esperantistů.) Nejlepším důkazem rozmachu esperantského hnutí v našich krajích jest sjezd, který se konal v neděli v Nasavrkách. Po ránu sjeli se účastníci z celého kraje, přivítáni byli místním kroužkem a provedeni městem. V 10 hod. dopol. zahájena schůze v sále radnice, kde po uvítacím proslovu promluvil p. Kučera o významu mezinárodní řeči. Odpoledne uspořádán koncert a zábava, jež se vydařila nad očekávání. [65,684,406,770]
article-text: sportovním roku v ruce jdou i čápečky obchodu. Firmy Laurin a Klement, jež sama podává vzory automobilů pro všechny země, dodává nyní do Ruska a Ameriky. Pařížská automobilová výstava přinesla jí řadu vyznamenání. Firma dodala již přes 2000 vozů, které se osvědčily na všech silnicích Evropy. Dílny v Mladé Boleslavi zaměstnávají přes 1000 dělníků a rozšiřují se neustále. Nejnovější typ vozu vyniká lehkostí a spolehlivostí motoru a jest vhodný pro dlouhé cesty po venkově i pro městský provoz. Ceny vozů jsou mírné a zaručují firmě úspěch na cizích trzích. [1476,226,1817,336]
newspaper-page [59,59,1826,1960]
